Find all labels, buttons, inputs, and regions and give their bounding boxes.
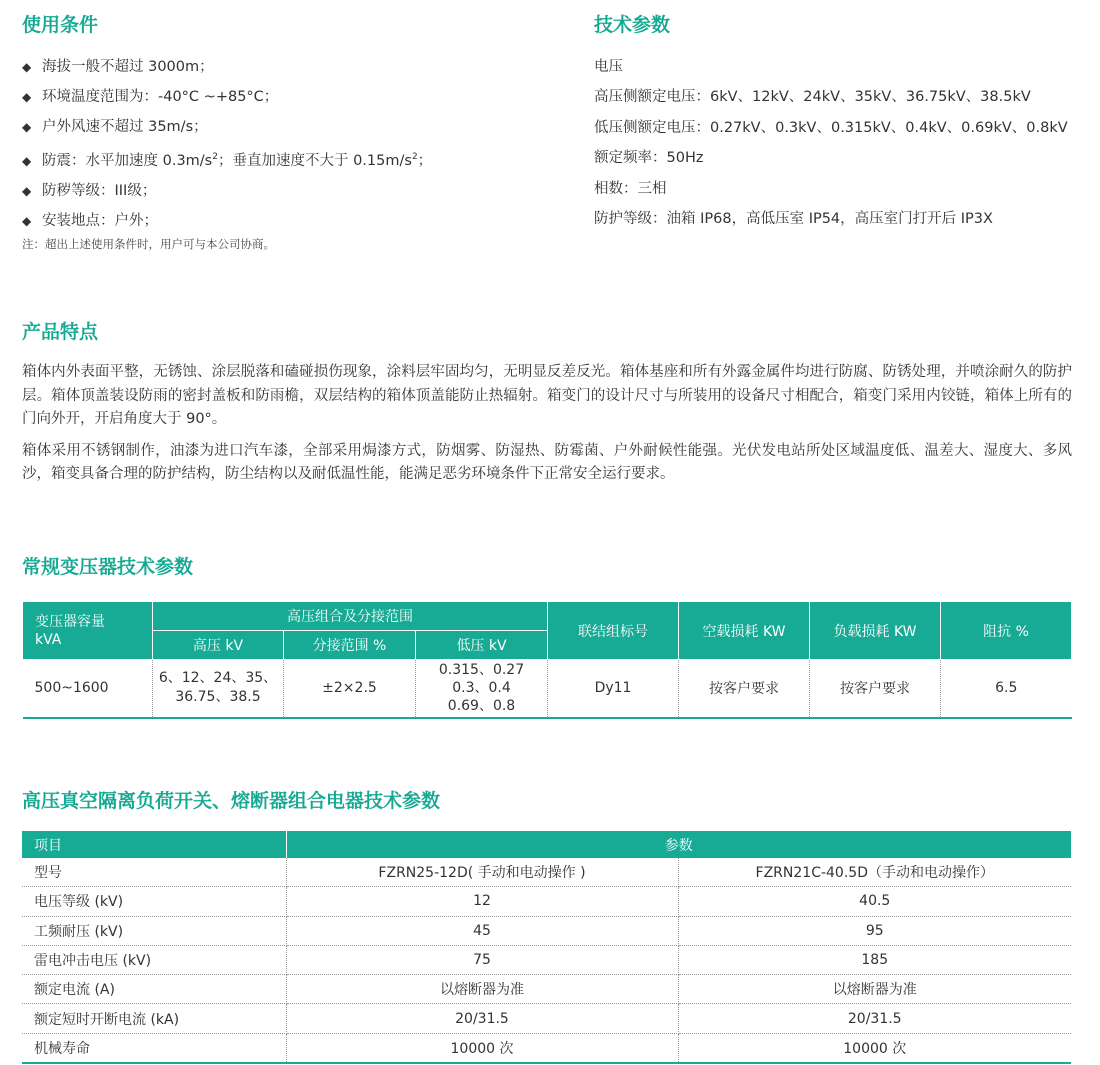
tech-line: 高压侧额定电压：6kV、12kV、24kV、35kV、36.75kV、38.5kV [594, 89, 1031, 106]
cell-vector: Dy11 [548, 660, 679, 718]
cell-noload: 按客户要求 [679, 660, 810, 718]
usage-item: ◆ 环境温度范围为：-40°C ~+85°C； [22, 82, 432, 112]
row-value-b: 185 [678, 945, 1071, 974]
row-value-b: 以熔断器为准 [678, 975, 1071, 1004]
diamond-bullet-icon: ◆ [22, 153, 32, 168]
cell-lv: 0.315、0.27 0.3、0.4 0.69、0.8 [416, 660, 548, 718]
table-row [23, 660, 1072, 718]
header-hv: 高压 kV [153, 631, 284, 660]
cell-load: 按客户要求 [810, 660, 941, 718]
row-value-a: 10000 次 [286, 1033, 678, 1063]
tech-line: 电压 [594, 59, 623, 75]
row-label: 工频耐压 (kV) [22, 916, 286, 945]
tech-line: 相数：三相 [594, 180, 667, 197]
features-title: 产品特点 [22, 321, 99, 343]
usage-item: ◆ 防震：水平加速度 $0.3m/s^2$；垂直加速度不大于 $0.15m/s^2$； [22, 142, 432, 176]
row-value-b: 95 [678, 916, 1071, 945]
tech-title: 技术参数 [594, 14, 671, 36]
header-lv: 低压 kV [416, 631, 548, 660]
diamond-bullet-icon: ◆ [22, 90, 32, 104]
usage-title: 使用条件 [22, 14, 99, 36]
cell-impedance: 6.5 [941, 660, 1072, 718]
table-row [22, 945, 1071, 974]
row-value-b: 10000 次 [678, 1033, 1071, 1063]
switchgear-title: 高压真空隔离负荷开关、熔断器组合电器技术参数 [22, 790, 441, 812]
row-label: 机械寿命 [22, 1033, 286, 1063]
row-value-a: FZRN25-12D( 手动和电动操作 ) [286, 858, 678, 887]
row-label: 雷电冲击电压 (kV) [22, 945, 286, 974]
diamond-bullet-icon: ◆ [22, 60, 32, 74]
tech-line: 低压侧额定电压：0.27kV、0.3kV、0.315kV、0.4kV、0.69kV、0.8kV [594, 119, 1068, 136]
diamond-bullet-icon: ◆ [22, 120, 32, 134]
table-row [22, 887, 1071, 916]
usage-list [22, 52, 432, 236]
usage-item: ◆ 户外风速不超过 35m/s； [22, 112, 432, 142]
row-value-b: 40.5 [678, 887, 1071, 916]
usage-item: ◆ 防秽等级：III级； [22, 176, 432, 206]
tech-line: 额定频率：50Hz [594, 150, 704, 167]
transformer-title: 常规变压器技术参数 [22, 556, 194, 578]
features-paragraph: 箱体采用不锈钢制作，油漆为进口汽车漆，全部采用焗漆方式，防烟雾、防湿热、防霉菌、户外耐候性能强。光伏发电站所处区域温度低、温差大、湿度大、多风沙，箱变具备合理的防护结构，防尘结构以及耐低温性能，能满足恶劣环境条件下正常安全运行要求。 [22, 442, 1072, 482]
features-paragraph: 箱体内外表面平整，无锈蚀、涂层脱落和磕碰损伤现象，涂料层牢固均匀，无明显反差反光。箱体基座和所有外露金属件均进行防腐、防锈处理，并喷涂耐久的防护层。箱体顶盖装设防雨的密封盖板和防雨檐，双层结构的箱体顶盖能防止热辐射。箱变门的设计尺寸与所装用的设备尺寸相配合，箱变门采用内铰链，箱体上所有的门向外开，开启角度大于 90°。 [22, 364, 1072, 427]
header-noload: 空载损耗 KW [679, 602, 810, 660]
header-param: 参数 [286, 831, 1071, 858]
row-value-a: 以熔断器为准 [286, 975, 678, 1004]
tech-line: 防护等级：油箱 IP68，高低压室 IP54，高压室门打开后 IP3X [594, 211, 993, 228]
cell-hv: 6、12、24、35、 36.75、38.5 [153, 660, 284, 718]
row-value-a: 75 [286, 945, 678, 974]
table-row [22, 975, 1071, 1004]
header-impedance: 阻抗 % [941, 602, 1072, 660]
usage-item: ◆ 海拔一般不超过 3000m； [22, 52, 432, 82]
diamond-bullet-icon: ◆ [22, 183, 32, 198]
table-row [22, 1033, 1071, 1063]
table-row [22, 1004, 1071, 1033]
usage-note: 注：超出上述使用条件时，用户可与本公司协商。 [22, 237, 275, 251]
row-label: 额定电流 (A) [22, 975, 286, 1004]
usage-item: ◆ 安装地点：户外； [22, 206, 432, 236]
diamond-bullet-icon: ◆ [22, 213, 32, 228]
row-label: 电压等级 (kV) [22, 887, 286, 916]
switchgear-table [22, 831, 1071, 1064]
row-value-b: FZRN21C-40.5D（手动和电动操作） [678, 858, 1071, 887]
row-value-a: 45 [286, 916, 678, 945]
cell-tap: ±2×2.5 [284, 660, 416, 718]
features-body [22, 361, 1072, 487]
header-item: 项目 [22, 831, 286, 858]
table-row [22, 916, 1071, 945]
header-tap: 分接范围 % [284, 631, 416, 660]
header-vector: 联结组标号 [548, 602, 679, 660]
row-value-b: 20/31.5 [678, 1004, 1071, 1033]
cell-capacity: 500~1600 [23, 660, 153, 718]
header-load: 负载损耗 KW [810, 602, 941, 660]
table-row [22, 858, 1071, 887]
transformer-table [22, 601, 1072, 719]
row-value-a: 20/31.5 [286, 1004, 678, 1033]
row-value-a: 12 [286, 887, 678, 916]
tech-list [594, 52, 1068, 234]
row-label: 型号 [22, 858, 286, 887]
header-capacity: 变压器容量 kVA [23, 602, 153, 660]
header-group: 高压组合及分接范围 [153, 602, 548, 631]
row-label: 额定短时开断电流 (kA) [22, 1004, 286, 1033]
